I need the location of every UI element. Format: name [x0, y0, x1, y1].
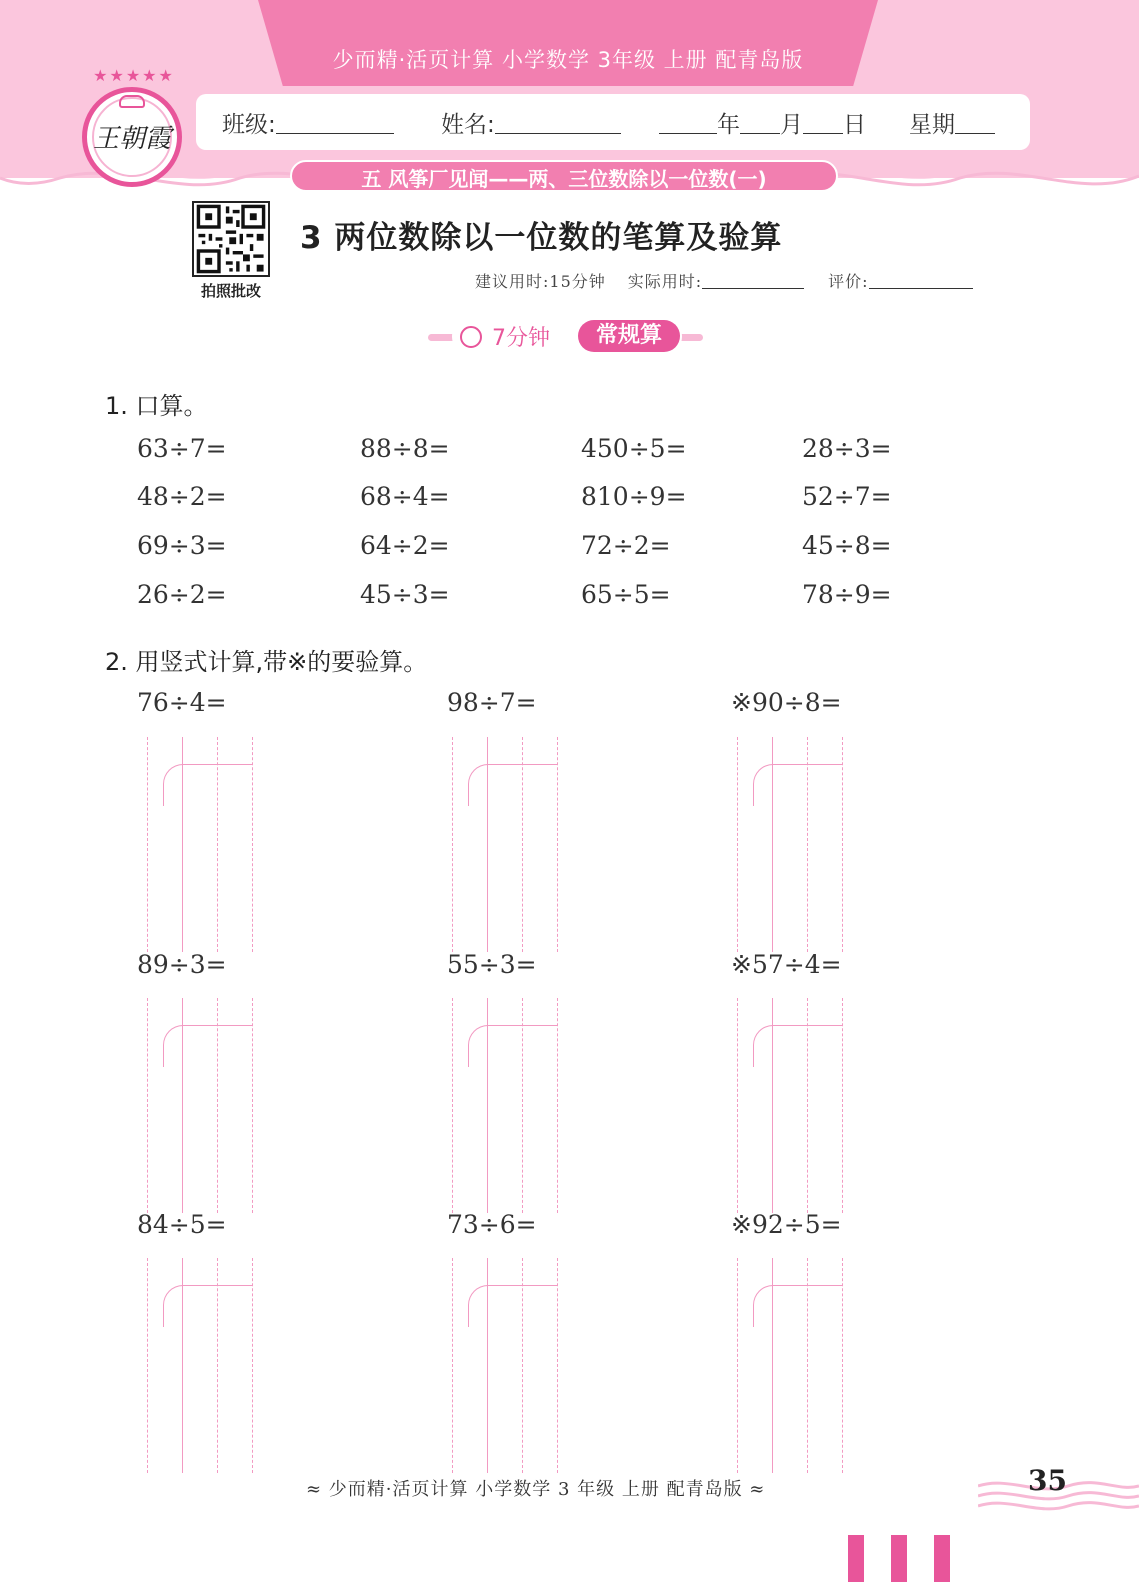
division-bracket — [753, 1025, 773, 1067]
oral-problem: 78÷9= — [802, 580, 892, 609]
class-blank[interactable] — [276, 111, 394, 134]
suggested-time: 建议用时:15分钟 — [475, 272, 606, 291]
oral-problem: 45÷3= — [360, 580, 450, 609]
grid-line — [807, 737, 808, 952]
qr-code-icon[interactable] — [192, 201, 270, 277]
time-info — [475, 266, 973, 292]
grid-line — [557, 737, 558, 952]
year-blank[interactable] — [659, 111, 717, 134]
division-bar — [182, 1285, 252, 1286]
oral-problem: 52÷7= — [802, 482, 892, 511]
footer-text: ≈ 少而精·活页计算 小学数学 3 年级 上册 配青岛版 ≈ — [306, 1479, 766, 1500]
grid-line — [807, 998, 808, 1213]
division-bar — [182, 764, 252, 765]
long-division-grid[interactable] — [737, 737, 847, 952]
edge-tab-mark — [934, 1535, 950, 1582]
grid-line — [557, 1258, 558, 1473]
evaluation-blank[interactable] — [869, 266, 973, 289]
grid-line — [252, 998, 253, 1213]
month-blank[interactable] — [740, 111, 780, 134]
long-division-grid[interactable] — [452, 737, 562, 952]
logo-text: 王朝霞 — [92, 124, 171, 154]
grid-line — [252, 1258, 253, 1473]
grid-line — [452, 998, 453, 1213]
division-bar — [772, 764, 842, 765]
day-blank[interactable] — [803, 111, 843, 134]
grid-line — [737, 1258, 738, 1473]
division-bracket — [163, 1025, 183, 1067]
division-bracket — [468, 1025, 488, 1067]
weekday-field[interactable]: 星期 — [909, 106, 995, 139]
section-label: 常规算 — [578, 320, 680, 352]
written-problem: 73÷6= — [447, 1210, 537, 1239]
grid-line — [842, 998, 843, 1213]
weekday-blank[interactable] — [955, 111, 995, 134]
division-bar — [772, 1025, 842, 1026]
grid-line — [147, 737, 148, 952]
grid-line — [252, 737, 253, 952]
grid-line — [522, 998, 523, 1213]
oral-problem: 65÷5= — [581, 580, 671, 609]
division-bracket — [468, 764, 488, 806]
grid-line — [217, 1258, 218, 1473]
edge-tab-mark — [891, 1535, 907, 1582]
division-bar — [182, 1025, 252, 1026]
section-time: 7分钟 — [492, 326, 550, 351]
chapter-title: 五 风筝厂见闻——两、三位数除以一位数(一) — [361, 167, 767, 191]
written-problem: 55÷3= — [447, 950, 537, 979]
crown-icon — [119, 95, 145, 108]
written-problem: 98÷7= — [447, 688, 537, 717]
grid-line — [217, 998, 218, 1213]
long-division-grid[interactable] — [452, 1258, 562, 1473]
oral-problem: 88÷8= — [360, 434, 450, 463]
oral-problem: 72÷2= — [581, 531, 671, 560]
grid-line — [522, 1258, 523, 1473]
division-bar — [487, 764, 557, 765]
long-division-grid[interactable] — [147, 1258, 257, 1473]
long-division-grid[interactable] — [147, 998, 257, 1213]
date-field[interactable]: 年 月 日 — [659, 106, 866, 139]
edge-tab-mark — [848, 1535, 864, 1582]
grid-line — [842, 737, 843, 952]
division-bar — [772, 1285, 842, 1286]
written-problem: ※57÷4= — [731, 950, 842, 979]
written-problem: 84÷5= — [137, 1210, 227, 1239]
q2-heading: 2. 用竖式计算,带※的要验算。 — [105, 648, 428, 676]
long-division-grid[interactable] — [147, 737, 257, 952]
written-problem: 89÷3= — [137, 950, 227, 979]
grid-line — [452, 737, 453, 952]
lesson-title: 3 两位数除以一位数的笔算及验算 — [300, 220, 783, 256]
long-division-grid[interactable] — [452, 998, 562, 1213]
long-division-grid[interactable] — [737, 998, 847, 1213]
clock-icon — [460, 326, 482, 348]
division-bracket — [753, 1285, 773, 1327]
grid-line — [737, 998, 738, 1213]
actual-time-blank[interactable] — [702, 266, 804, 289]
grid-line — [737, 737, 738, 952]
division-bracket — [468, 1285, 488, 1327]
evaluation-label: 评价: — [828, 272, 869, 291]
oral-problem: 69÷3= — [137, 531, 227, 560]
long-division-grid[interactable] — [737, 1258, 847, 1473]
logo-stars-icon: ★★★★★ — [93, 66, 175, 85]
oral-problem: 810÷9= — [581, 482, 687, 511]
grid-line — [147, 1258, 148, 1473]
oral-problem: 64÷2= — [360, 531, 450, 560]
oral-problem: 63÷7= — [137, 434, 227, 463]
division-bracket — [163, 764, 183, 806]
written-problem: 76÷4= — [137, 688, 227, 717]
written-problem: ※92÷5= — [731, 1210, 842, 1239]
grid-line — [452, 1258, 453, 1473]
oral-problem: 28÷3= — [802, 434, 892, 463]
grid-line — [147, 998, 148, 1213]
division-bracket — [163, 1285, 183, 1327]
actual-time-label: 实际用时: — [627, 272, 703, 291]
class-field[interactable]: 班级: — [222, 106, 394, 139]
series-title: 少而精·活页计算 小学数学 3年级 上册 配青岛版 — [332, 48, 804, 72]
division-bracket — [753, 764, 773, 806]
written-problem: ※90÷8= — [731, 688, 842, 717]
oral-problem: 48÷2= — [137, 482, 227, 511]
page-number: 35 — [1028, 1464, 1067, 1497]
oral-problem: 26÷2= — [137, 580, 227, 609]
grid-line — [807, 1258, 808, 1473]
grid-line — [522, 737, 523, 952]
grid-line — [557, 998, 558, 1213]
oral-problem: 68÷4= — [360, 482, 450, 511]
name-field[interactable]: 姓名: — [441, 106, 621, 139]
division-bar — [487, 1285, 557, 1286]
division-bar — [487, 1025, 557, 1026]
grid-line — [842, 1258, 843, 1473]
oral-problem: 450÷5= — [581, 434, 687, 463]
name-blank[interactable] — [495, 111, 621, 134]
oral-problem: 45÷8= — [802, 531, 892, 560]
q1-heading: 1. 口算。 — [105, 392, 208, 420]
grid-line — [217, 737, 218, 952]
qr-label: 拍照批改 — [200, 282, 261, 300]
